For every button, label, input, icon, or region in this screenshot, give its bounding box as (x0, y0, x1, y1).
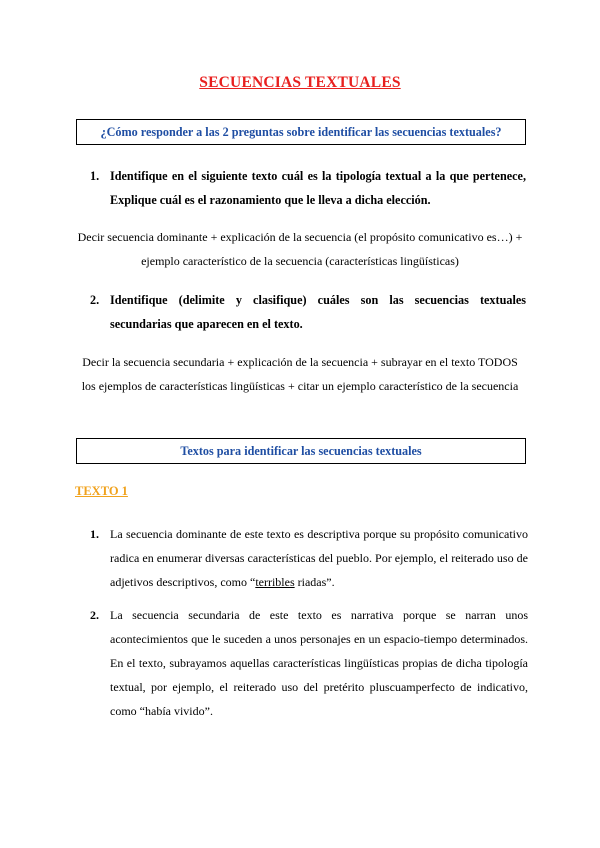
answer-item-1-text-start: La secuencia dominante de este texto es descriptiva porque su propósito comunicativo radica en enumerar diversas características del pueblo. Por ejemplo, el reiterado uso de adjetivos descriptivos, como “ (110, 527, 528, 589)
page-title: SECUENCIAS TEXTUALES (199, 74, 401, 91)
answer-guide-1-line-1: Decir secuencia dominante + explicación de la secuencia (el propósito comunicativo es…) + (77, 230, 523, 244)
question-2 (90, 288, 526, 336)
texts-header-box: Textos para identificar las secuencias textuales (76, 438, 526, 464)
answer-item-1-number: 1. (90, 527, 99, 541)
answer-item-1 (90, 522, 528, 594)
underlined-example: terribles (255, 575, 295, 589)
question-1-number: 1. (90, 169, 100, 183)
answer-guide-1 (60, 225, 540, 273)
answer-item-2-number: 2. (90, 608, 99, 622)
answer-guide-2 (60, 350, 540, 398)
answer-item-2-text: La secuencia secundaria de este texto es narrativa porque se narran unos acontecimientos que le suceden a unos personajes en un espacio-tiempo determinados. En el texto, subrayamos aquellas características lingüísticas propias de dicha tipología textual, por ejemplo, el reiterado uso del pretérito pluscuamperfecto de indicativo, como “había vivido”. (110, 608, 528, 718)
section-label-texto-1: TEXTO 1 (75, 484, 128, 498)
question-1-text: Identifique en el siguiente texto cuál es la tipología textual a la que pertenece, Explique cuál es el razonamiento que le lleva a dicha elección. (110, 169, 526, 207)
question-header-box: ¿Cómo responder a las 2 preguntas sobre identificar las secuencias textuales? (76, 119, 526, 145)
question-1 (90, 164, 526, 212)
answer-guide-2-line-1: Decir la secuencia secundaria + explicación de la secuencia + subrayar en el texto TODOS (82, 355, 518, 369)
question-2-number: 2. (90, 293, 100, 307)
answer-guide-1-line-2: ejemplo característico de la secuencia (características lingüísticas) (141, 254, 459, 268)
answer-guide-2-line-2: los ejemplos de características lingüísticas + citar un ejemplo característico de la secuencia (81, 379, 519, 393)
question-2-text: Identifique (delimite y clasifique) cuáles son las secuencias textuales secundarias que aparecen en el texto. (110, 293, 526, 331)
answer-item-2 (90, 603, 528, 723)
answer-item-1-text (110, 522, 528, 594)
answer-item-1-text-end: riadas”. (294, 575, 335, 589)
